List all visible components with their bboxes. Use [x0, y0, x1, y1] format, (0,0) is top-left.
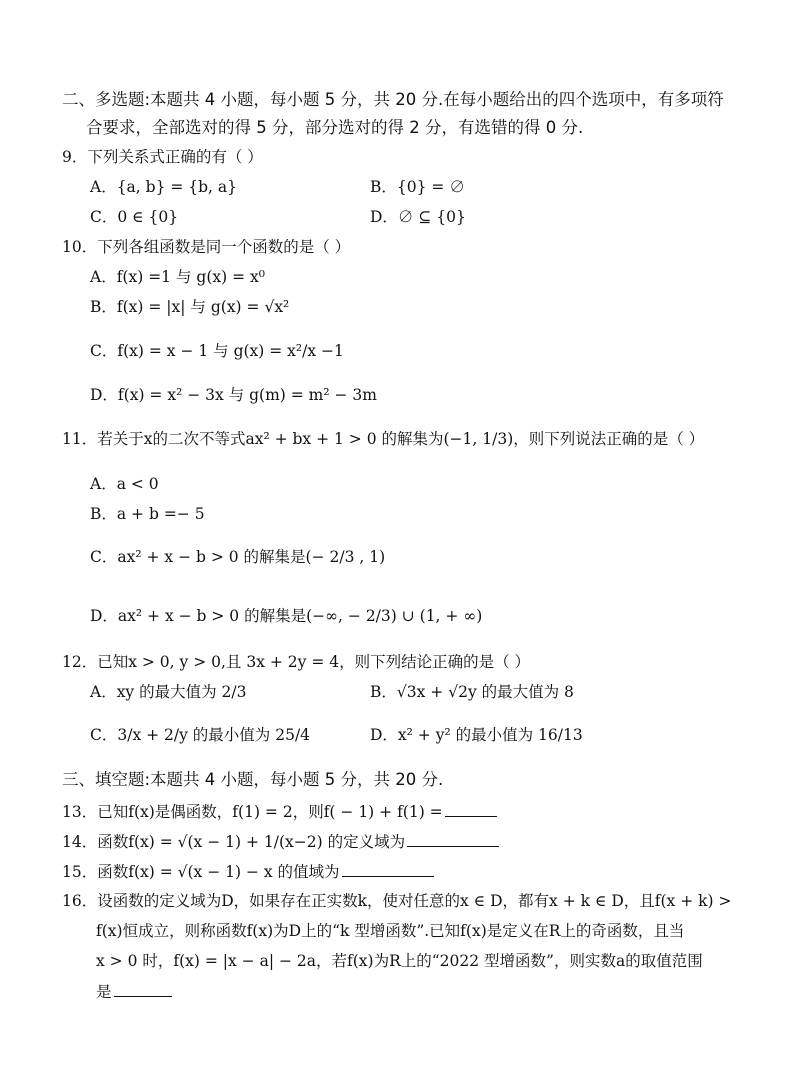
question-11-option-c: C．ax² + x − b > 0 的解集是(− 2/3 , 1) [90, 548, 386, 566]
question-12-option-d: D．x² + y² 的最小值为 16/13 [370, 726, 583, 744]
question-10-stem: 10．下列各组函数是同一个函数的是（ ） [62, 238, 351, 256]
question-12-option-b: B．√3x + √2y 的最大值为 8 [370, 683, 574, 701]
question-13 [62, 802, 497, 822]
question-16-line3: x > 0 时，f(x) = |x − a| − 2a，若f(x)为R上的“2022 型增函数”，则实数a的取值范围 [96, 952, 703, 970]
question-12-stem: 12．已知x > 0, y > 0,且 3x + 2y = 4，则下列结论正确的是（ ） [62, 653, 531, 671]
question-9-stem: 9．下列关系式正确的有（ ） [62, 148, 263, 166]
question-16-line2: f(x)恒成立，则称函数f(x)为D上的“k 型增函数”.已知f(x)是定义在R上的奇函数，且当 [96, 922, 685, 940]
question-11-stem: 11．若关于x的二次不等式ax² + bx + 1 > 0 的解集为(−1, 1/3)，则下列说法正确的是（ ） [62, 430, 705, 448]
answer-blank[interactable] [114, 982, 172, 997]
section-2-heading-line1: 二、多选题:本题共 4 小题，每小题 5 分，共 20 分.在每小题给出的四个选项中，有多项符 [62, 90, 724, 109]
answer-blank[interactable] [342, 862, 434, 877]
question-10-option-a: A．f(x) =1 与 g(x) = x⁰ [90, 268, 265, 286]
question-9-option-b: B．{0} = ∅ [370, 178, 465, 196]
section-2-heading-line2: 合要求，全部选对的得 5 分，部分选对的得 2 分，有选错的得 0 分. [86, 118, 584, 137]
question-10-option-d: D．f(x) = x² − 3x 与 g(m) = m² − 3m [90, 386, 377, 404]
question-9-option-c: C．0 ∈ {0} [90, 208, 179, 226]
question-12-option-c: C．3/x + 2/y 的最小值为 25/4 [90, 726, 311, 744]
question-16-line1: 16．设函数的定义域为D，如果存在正实数k，使对任意的x ∈ D，都有x + k ∈ D，且f(x + k) > [62, 892, 732, 910]
question-12-option-a: A．xy 的最大值为 2/3 [90, 683, 247, 701]
question-9-option-a: A．{a, b} = {b, a} [90, 178, 238, 196]
question-9-option-d: D．∅ ⊆ {0} [370, 208, 466, 226]
question-13-stem: 13．已知f(x)是偶函数，f(1) = 2，则f( − 1) + f(1) = [62, 803, 443, 821]
answer-blank[interactable] [445, 802, 497, 817]
question-16-line4-text: 是 [96, 983, 112, 1001]
question-15 [62, 862, 434, 882]
question-11-option-b: B．a + b =− 5 [90, 505, 205, 523]
question-15-stem: 15．函数f(x) = √(x − 1) − x 的值域为 [62, 863, 340, 881]
answer-blank[interactable] [407, 832, 499, 847]
section-3-heading: 三、填空题:本题共 4 小题，每小题 5 分，共 20 分. [62, 770, 444, 789]
question-10-option-c: C．f(x) = x − 1 与 g(x) = x²/x −1 [90, 342, 344, 360]
question-11-option-d: D．ax² + x − b > 0 的解集是(−∞, − 2/3) ∪ (1, + ∞) [90, 607, 483, 625]
question-10-option-b: B．f(x) = |x| 与 g(x) = √x² [90, 298, 290, 316]
question-16-line4 [96, 982, 172, 1002]
question-14-stem: 14．函数f(x) = √(x − 1) + 1/(x−2) 的定义域为 [62, 833, 406, 851]
question-11-option-a: A．a < 0 [90, 475, 159, 493]
question-14 [62, 832, 499, 852]
